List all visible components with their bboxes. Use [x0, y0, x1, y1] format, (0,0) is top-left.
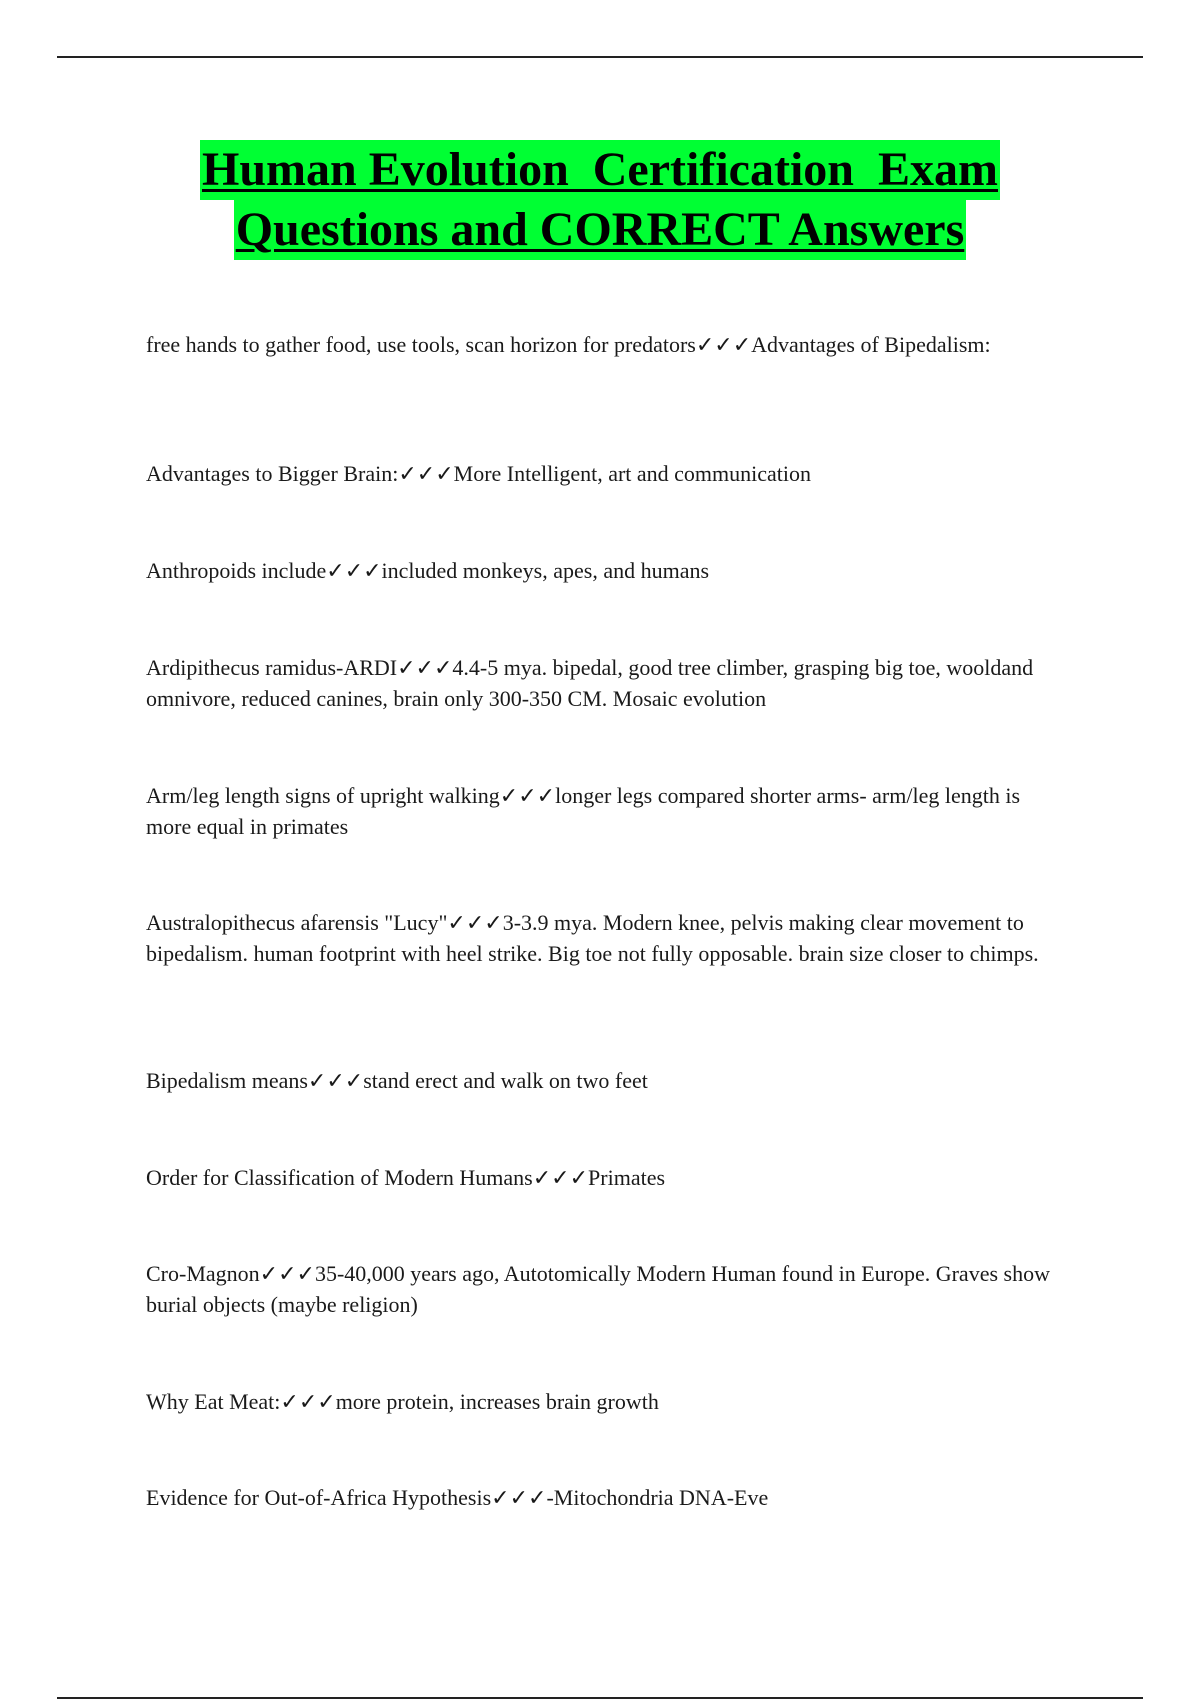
- title-line-2: Questions and CORRECT Answers: [234, 200, 967, 260]
- qa-entry-10: Why Eat Meat:✓✓✓more protein, increases brain growth: [146, 1389, 659, 1414]
- qa-entry-6: Australopithecus afarensis "Lucy"✓✓✓3-3.9 mya. Modern knee, pelvis making clear movement to bipedalism. human footprint with heel strike. Big toe not fully opposable. brain size closer to chimps.: [146, 910, 1039, 966]
- qa-entry-7: Bipedalism means✓✓✓stand erect and walk on two feet: [146, 1068, 648, 1093]
- title-line-1: Human Evolution Certification Exam: [200, 140, 1000, 200]
- qa-entry-3: Anthropoids include✓✓✓included monkeys, apes, and humans: [146, 558, 710, 583]
- qa-entry-2: Advantages to Bigger Brain:✓✓✓More Intelligent, art and communication: [146, 461, 812, 486]
- qa-entry-4: Ardipithecus ramidus-ARDI✓✓✓4.4-5 mya. bipedal, good tree climber, grasping big toe, wooldand omnivore, reduced canines, brain only 300-350 CM. Mosaic evolution: [146, 655, 1034, 711]
- document-title: [0, 140, 1200, 260]
- qa-entry-5: Arm/leg length signs of upright walking✓✓✓longer legs compared shorter arms- arm/leg length is more equal in primates: [146, 783, 1021, 839]
- top-rule: [57, 56, 1143, 58]
- qa-entry-11: Evidence for Out-of-Africa Hypothesis✓✓✓-Mitochondria DNA-Eve: [146, 1485, 769, 1510]
- bottom-rule: [57, 1697, 1143, 1699]
- qa-entry-8: Order for Classification of Modern Humans✓✓✓Primates: [146, 1165, 666, 1190]
- qa-entry-9: Cro-Magnon✓✓✓35-40,000 years ago, Autotomically Modern Human found in Europe. Graves show burial objects (maybe religion): [146, 1261, 1050, 1317]
- qa-entry-1: free hands to gather food, use tools, scan horizon for predators✓✓✓Advantages of Bipedalism:: [146, 332, 991, 357]
